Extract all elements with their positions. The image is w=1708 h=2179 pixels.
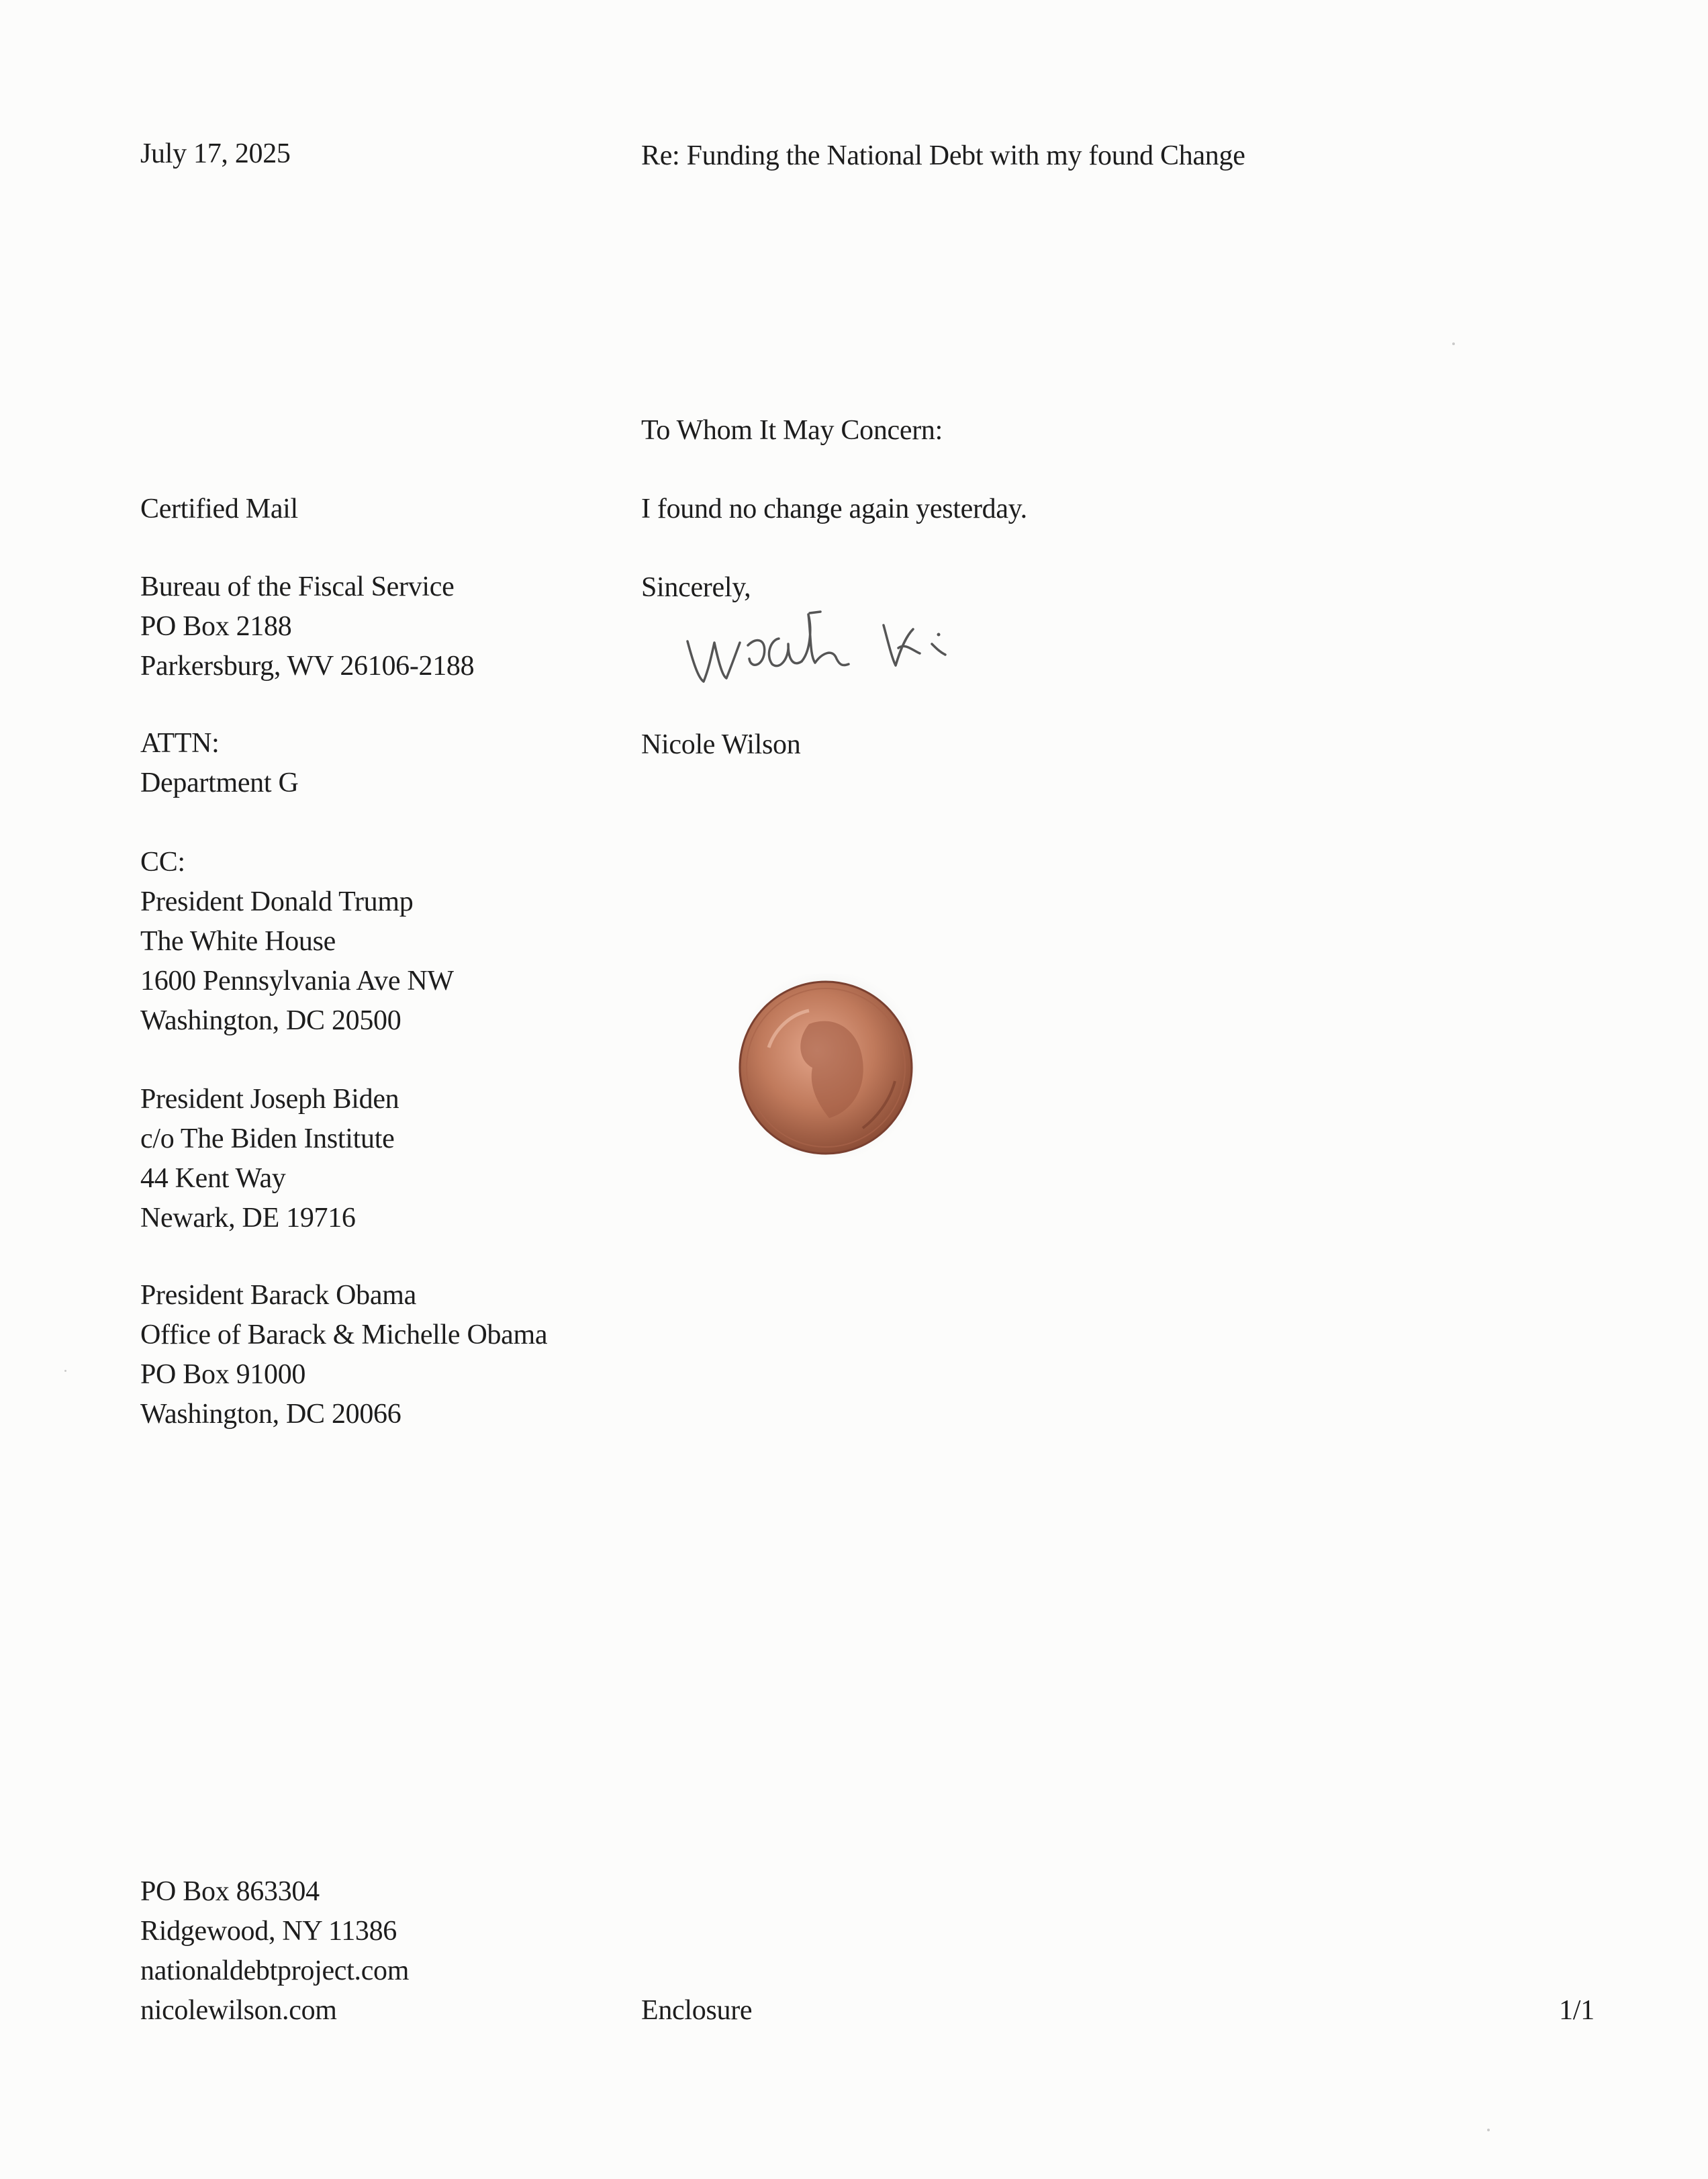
sender-line: PO Box 863304: [140, 1876, 320, 1907]
cc-recipient-obama: [140, 1276, 547, 1434]
sender-line: Ridgewood, NY 11386: [140, 1916, 397, 1947]
delivery-method: Certified Mail: [140, 494, 298, 524]
scan-speck: [1452, 342, 1455, 345]
closing: Sincerely,: [641, 572, 751, 603]
enclosure-label: Enclosure: [641, 1995, 753, 2026]
cc-label: CC:: [140, 847, 185, 878]
penny-coin-image: [728, 967, 923, 1162]
scan-speck: [64, 1370, 66, 1372]
attention-block: [140, 724, 298, 803]
cc-line: President Donald Trump: [140, 886, 414, 917]
cc-line: 44 Kent Way: [140, 1163, 286, 1194]
scan-speck: [1487, 2129, 1490, 2131]
cc-block: [140, 843, 454, 1041]
cc-line: Washington, DC 20500: [140, 1005, 401, 1036]
salutation: To Whom It May Concern:: [641, 415, 943, 446]
cc-recipient-biden: [140, 1080, 399, 1238]
signer-name: Nicole Wilson: [641, 729, 801, 760]
sender-website: nationaldebtproject.com: [140, 1955, 410, 1986]
penny-coin-icon: [728, 967, 923, 1162]
sender-website: nicolewilson.com: [140, 1995, 337, 2026]
cc-line: c/o The Biden Institute: [140, 1123, 395, 1154]
cc-line: Washington, DC 20066: [140, 1399, 401, 1430]
letter-subject: Re: Funding the National Debt with my found Change: [641, 140, 1245, 171]
address-line: PO Box 2188: [140, 611, 292, 642]
cc-line: President Joseph Biden: [140, 1084, 399, 1115]
cc-line: The White House: [140, 926, 336, 957]
cc-line: Newark, DE 19716: [140, 1203, 356, 1234]
page-number: 1/1: [1559, 1995, 1595, 2026]
cc-line: President Barack Obama: [140, 1280, 416, 1311]
attention-label: ATTN:: [140, 728, 220, 759]
letter-date: July 17, 2025: [140, 138, 291, 169]
attention-department: Department G: [140, 768, 299, 798]
letter-body: I found no change again yesterday.: [641, 494, 1027, 524]
handwritten-signature: [678, 601, 1014, 702]
sender-address: [140, 1872, 409, 2031]
cc-line: Office of Barack & Michelle Obama: [140, 1319, 548, 1350]
address-line: Parkersburg, WV 26106-2188: [140, 651, 475, 682]
cc-line: 1600 Pennsylvania Ave NW: [140, 966, 454, 996]
address-line: Bureau of the Fiscal Service: [140, 571, 455, 602]
recipient-address: [140, 567, 474, 686]
cc-line: PO Box 91000: [140, 1359, 306, 1390]
